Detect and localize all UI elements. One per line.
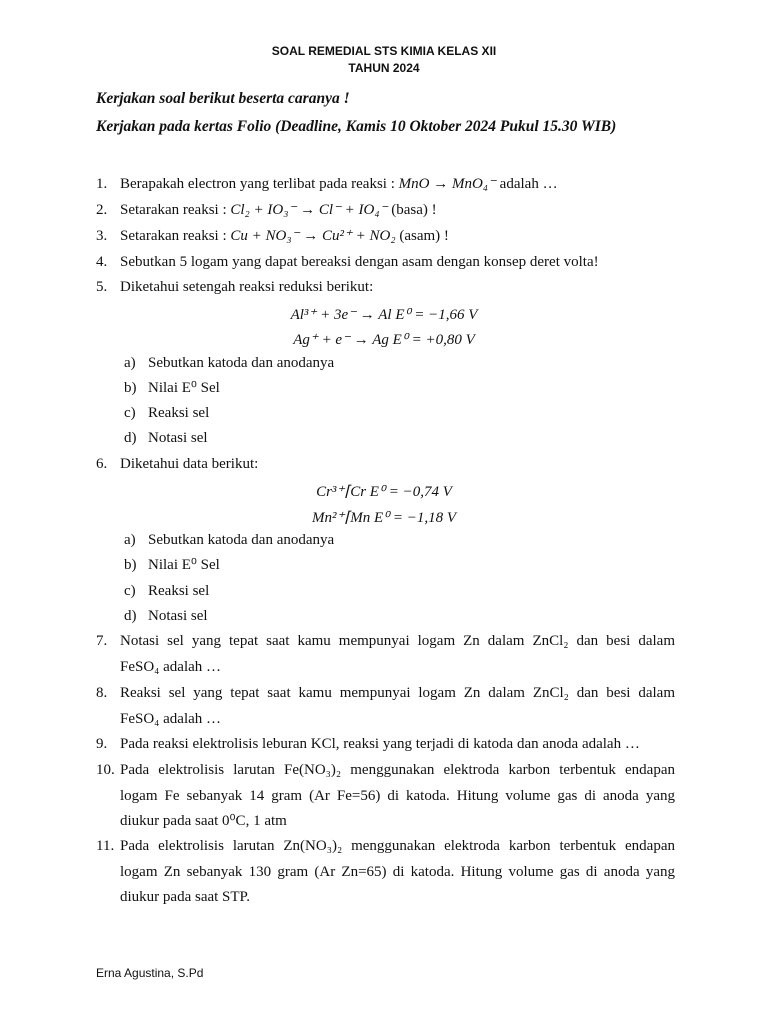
question-number: 10.: [96, 762, 115, 778]
question-number: 4.: [96, 254, 108, 270]
instruction-line-2: Kerjakan pada kertas Folio (Deadline, Kamis 10 Oktober 2024 Pukul 15.30 WIB): [96, 118, 617, 135]
question-number: 3.: [96, 228, 108, 244]
question-number: 9.: [96, 736, 108, 752]
question-2-formula: Cl₂ + IO₃⁻ → Cl⁻ + IO₄⁻: [230, 202, 388, 218]
sub-question-label: a): [124, 532, 136, 548]
question-number: 7.: [96, 633, 108, 649]
question-7-line-2: FeSO₄ adalah …: [120, 659, 222, 675]
question-10-line-2: logam Fe sebanyak 14 gram (Ar Fe=56) di katoda. Hitung volume gas di anoda yang: [120, 788, 675, 804]
question-number: 2.: [96, 202, 108, 218]
question-number: 1.: [96, 176, 108, 192]
document-year: TAHUN 2024: [348, 61, 420, 75]
sub-question-text: Sebutkan katoda dan anodanya: [148, 355, 335, 371]
sub-question-label: a): [124, 355, 136, 371]
question-8-line-2: FeSO₄ adalah …: [120, 711, 222, 727]
question-10-line-1: Pada elektrolisis larutan Fe(NO₃)₂ menggunakan elektroda karbon terbentuk endapan: [120, 762, 675, 778]
sub-question-text: Reaksi sel: [148, 405, 210, 421]
question-number: 6.: [96, 456, 108, 472]
question-4-text: Sebutkan 5 logam yang dapat bereaksi dengan asam dengan konsep deret volta!: [120, 254, 599, 270]
sub-question-label: b): [124, 380, 137, 396]
question-11-line-3: diukur pada saat STP.: [120, 889, 250, 905]
question-1-text: Berapakah electron yang terlibat pada reaksi : MnO → MnO₄⁻ adalah …: [120, 176, 558, 192]
sub-question-label: d): [124, 608, 137, 624]
question-3-text: Setarakan reaksi : Cu + NO₃⁻ → Cu²⁺ + NO₂ (asam) !: [120, 228, 449, 244]
equation: Al³⁺ + 3e⁻ → Al E⁰ = −1,66 V: [290, 307, 478, 323]
question-number: 5.: [96, 279, 108, 295]
instruction-line-1: Kerjakan soal berikut beserta caranya !: [96, 90, 350, 107]
question-11-line-1: Pada elektrolisis larutan Zn(NO₃)₂ menggunakan elektroda karbon terbentuk endapan: [120, 838, 675, 854]
question-8-line-1: Reaksi sel yang tepat saat kamu mempunyai logam Zn dalam ZnCl₂ dan besi dalam: [120, 685, 675, 701]
question-1-formula: MnO → MnO₄⁻: [398, 176, 496, 192]
question-9-text: Pada reaksi elektrolisis leburan KCl, reaksi yang terjadi di katoda dan anoda adalah …: [120, 736, 640, 752]
sub-question-text: Reaksi sel: [148, 583, 210, 599]
question-6-text: Diketahui data berikut:: [120, 456, 259, 472]
sub-question-label: c): [124, 583, 136, 599]
sub-question-label: d): [124, 430, 137, 446]
footer-author: Erna Agustina, S.Pd: [96, 966, 204, 980]
document-title: SOAL REMEDIAL STS KIMIA KELAS XII: [271, 44, 497, 58]
sub-question-label: b): [124, 557, 137, 573]
equation: Ag⁺ + e⁻ → Ag E⁰ = +0,80 V: [293, 332, 475, 348]
question-7-line-1: Notasi sel yang tepat saat kamu mempunyai logam Zn dalam ZnCl₂ dan besi dalam: [120, 633, 675, 649]
equation: Cr³⁺⌈Cr E⁰ = −0,74 V: [316, 484, 452, 500]
equation: Mn²⁺⌈Mn E⁰ = −1,18 V: [311, 510, 457, 526]
sub-question-label: c): [124, 405, 136, 421]
question-number: 11.: [96, 838, 115, 854]
sub-question-text: Sebutkan katoda dan anodanya: [148, 532, 335, 548]
question-3-formula: Cu + NO₃⁻ → Cu²⁺ + NO₂: [230, 228, 396, 244]
question-2-text: Setarakan reaksi : Cl₂ + IO₃⁻ → Cl⁻ + IO₄⁻ (basa) !: [120, 202, 437, 218]
sub-question-text: Nilai E⁰ Sel: [148, 380, 220, 396]
sub-question-text: Nilai E⁰ Sel: [148, 557, 220, 573]
question-number: 8.: [96, 685, 108, 701]
question-5-text: Diketahui setengah reaksi reduksi berikut:: [120, 279, 374, 295]
sub-question-text: Notasi sel: [148, 608, 208, 624]
sub-question-text: Notasi sel: [148, 430, 208, 446]
question-11-line-2: logam Zn sebanyak 130 gram (Ar Zn=65) di katoda. Hitung volume gas di anoda yang: [120, 864, 675, 880]
question-10-line-3: diukur pada saat 0⁰C, 1 atm: [120, 813, 287, 829]
